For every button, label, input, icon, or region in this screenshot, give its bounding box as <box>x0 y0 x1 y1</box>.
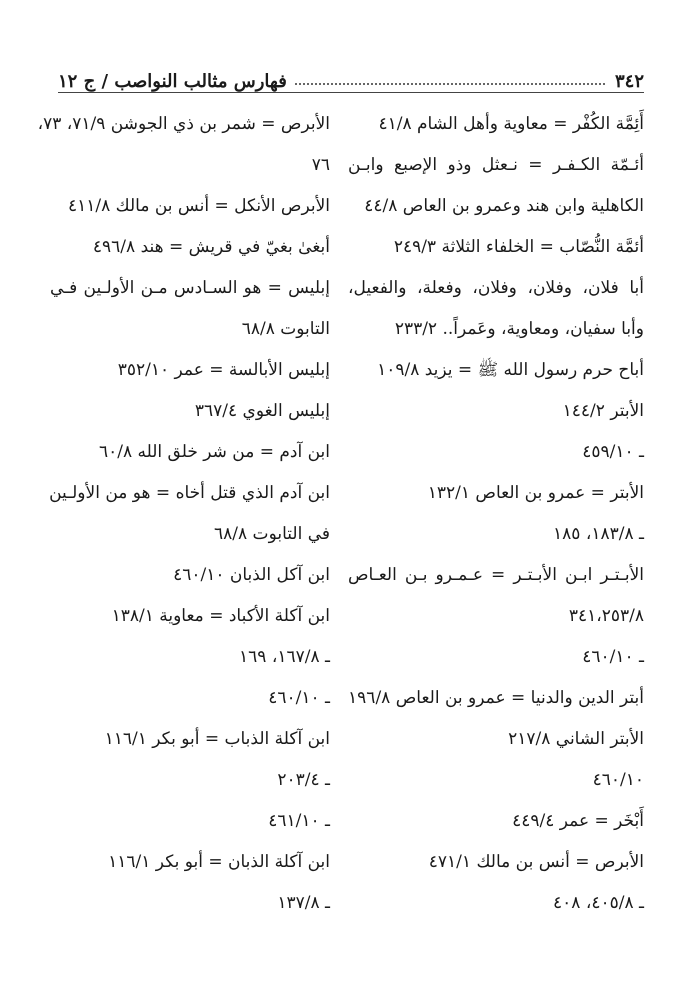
index-entry: وأبا سفيان، ومعاوية، وعَمراً.. ٢٣٣/٢ <box>394 319 644 339</box>
index-entry: ٤٦٠/١٠ <box>592 770 644 790</box>
index-entry: ـ ١٣٧/٨ <box>277 893 330 913</box>
index-entry: الأبتر الشاني ٢١٧/٨ <box>508 729 644 749</box>
index-entry: أبا فلان، وفلان، وفلان، وفعلة، والفعيل، <box>348 278 644 298</box>
index-entry: ٣٤١،٢٥٣/٨ <box>568 606 644 626</box>
index-column-left <box>37 104 330 924</box>
index-entry: الأبرص = شمر بن ذي الجوشن ٧١/٩، ٧٣، <box>37 114 330 134</box>
page-header <box>58 56 644 93</box>
index-entry: ابن آكلة الذبان = أبو بكر ١١٦/١ <box>108 852 330 872</box>
running-title: فهارس مثالب النواصب / ج ١٢ <box>58 71 287 92</box>
index-entry: أبغىٰ بغيّ في قريش = هند ٤٩٦/٨ <box>92 237 330 257</box>
index-entry: ـ ١٨٣/٨، ١٨٥ <box>553 524 644 544</box>
index-entry: إبليس الأبالسة = عمر ٣٥٢/١٠ <box>117 360 330 380</box>
index-entry: أَئِمَّة الكُفْر = معاوية وأهل الشام ٤١/٨ <box>378 114 644 134</box>
index-entry: الأبرص = أنس بن مالك ٤٧١/١ <box>428 852 644 872</box>
index-entry: الأبتر ١٤٤/٢ <box>562 401 644 421</box>
index-entry: ابن آدم = من شر خلق الله ٦٠/٨ <box>98 442 330 462</box>
index-entry: ـ ٢٠٣/٤ <box>277 770 330 790</box>
index-entry: أَبْخَر = عمر ٤٤٩/٤ <box>512 811 644 831</box>
page-number: ٣٤٢ <box>614 71 644 92</box>
index-entry: الكاهلية وابن هند وعمرو بن العاص ٤٤/٨ <box>364 196 644 216</box>
index-entry: إبليس الغوي ٣٦٧/٤ <box>194 401 330 421</box>
index-entry: أئـمّة الكـفـر = نـعثل وذو الإصبع وابـن <box>348 155 644 175</box>
index-entry: ٧٦ <box>311 155 330 175</box>
index-entry: أئمَّة النُّصّاب = الخلفاء الثلاثة ٢٤٩/٣ <box>393 237 644 257</box>
index-entry: ابن آدم الذي قتل أخاه = هو من الأولـين <box>49 483 330 503</box>
index-entry: ـ ٤٦١/١٠ <box>268 811 330 831</box>
index-entry: ابن آكلة الذباب = أبو بكر ١١٦/١ <box>104 729 330 749</box>
index-entry: ـ ١٦٧/٨، ١٦٩ <box>239 647 330 667</box>
index-entry: أبتر الدين والدنيا = عمرو بن العاص ١٩٦/٨ <box>348 688 644 708</box>
index-entry: ـ ٤٦٠/١٠ <box>268 688 330 708</box>
index-entry: ابن آكل الذبان ٤٦٠/١٠ <box>173 565 330 585</box>
index-entry: الأبرص الأنكل = أنس بن مالك ٤١١/٨ <box>67 196 330 216</box>
index-entry: في التابوت ٦٨/٨ <box>214 524 330 544</box>
index-entry: ـ ٤٠٥/٨، ٤٠٨ <box>553 893 644 913</box>
index-entry: ـ ٤٦٠/١٠ <box>582 647 644 667</box>
index-entry: ابن آكلة الأكباد = معاوية ١٣٨/١ <box>111 606 330 626</box>
index-entry: ـ ٤٥٩/١٠ <box>582 442 644 462</box>
index-entry: إبليس = هو السـادس مـن الأولـين فـي <box>50 278 330 298</box>
index-entry: الأبـتـر ابـن الأبـتـر = عـمـرو بـن العـاص <box>348 565 644 585</box>
index-entry: التابوت ٦٨/٨ <box>241 319 330 339</box>
index-entry: أباح حرم رسول الله ﷺ = يزيد ١٠٩/٨ <box>377 360 644 380</box>
index-column-right <box>348 104 644 924</box>
index-entry: الأبتر = عمرو بن العاص ١٣٢/١ <box>427 483 644 503</box>
leader-dots <box>295 82 605 85</box>
